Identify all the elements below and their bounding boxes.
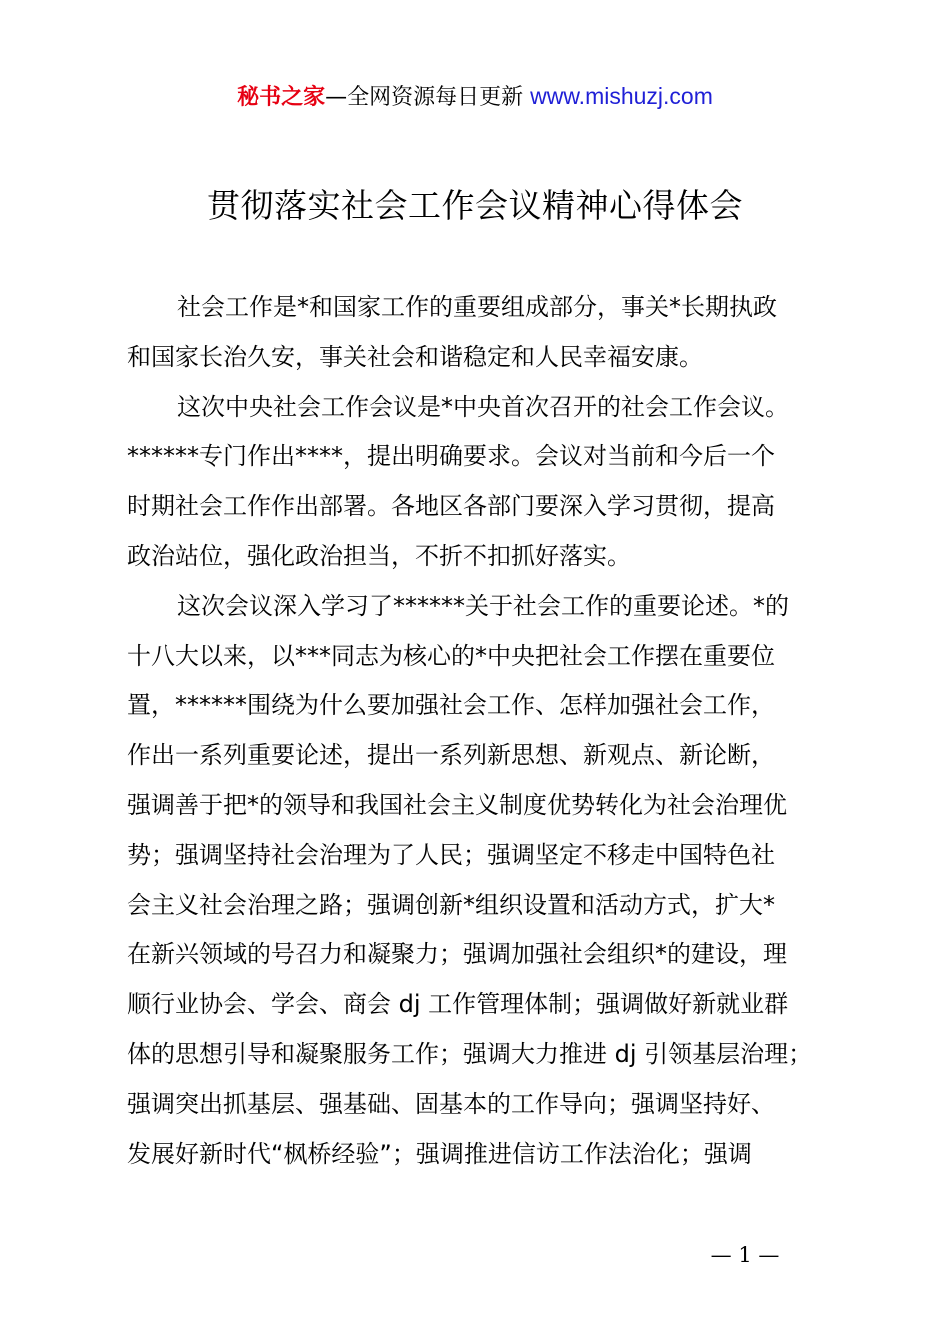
site-brand: 秘书之家	[237, 85, 326, 110]
paragraph-2-line-3: 时期社会工作作出部署。各地区各部门要深入学习贯彻，提高	[127, 492, 775, 521]
document-title: 贯彻落实社会工作会议精神心得体会	[207, 186, 743, 225]
paragraph-1-line-2: 和国家长治久安，事关社会和谐稳定和人民幸福安康。	[127, 342, 703, 371]
paragraph-1-line-1: 社会工作是*和国家工作的重要组成部分，事关*长期执政	[177, 293, 777, 321]
paragraph-3-line-3: 置，******围绕为什么要加强社会工作、怎样加强社会工作，	[127, 691, 775, 720]
paragraph-3-line-8: 在新兴领域的号召力和凝聚力；强调加强社会组织*的建设，理	[127, 940, 787, 969]
site-tagline: —全网资源每日更新	[325, 85, 531, 110]
paragraph-2-line-4: 政治站位，强化政治担当，不折不扣抓好落实。	[127, 541, 631, 570]
paragraph-3-line-1: 这次会议深入学习了******关于社会工作的重要论述。*的	[177, 591, 789, 620]
paragraph-3-line-10: 体的思想引导和凝聚服务工作；强调大力推进 dj 引领基层治理；	[127, 1039, 813, 1068]
paragraph-3-line-5: 强调善于把*的领导和我国社会主义制度优势转化为社会治理优	[127, 790, 787, 819]
site-header	[0, 80, 950, 114]
page-number: — 1 —	[710, 1243, 780, 1267]
site-url-link[interactable]: www.mishuzj.com	[530, 83, 713, 109]
paragraph-3-line-6: 势；强调坚持社会治理为了人民；强调坚定不移走中国特色社	[127, 840, 775, 869]
paragraph-2-line-2: ******专门作出****，提出明确要求。会议对当前和今后一个	[127, 442, 775, 471]
paragraph-3-line-2: 十八大以来，以***同志为核心的*中央把社会工作摆在重要位	[127, 641, 775, 670]
paragraph-3-line-12: 发展好新时代“枫桥经验”；强调推进信访工作法治化；强调	[127, 1139, 752, 1168]
paragraph-3-line-11: 强调突出抓基层、强基础、固基本的工作导向；强调坚持好、	[127, 1089, 775, 1118]
document-body	[127, 283, 847, 1179]
paragraph-3-line-9: 顺行业协会、学会、商会 dj 工作管理体制；强调做好新就业群	[127, 990, 789, 1019]
paragraph-3-line-7: 会主义社会治理之路；强调创新*组织设置和活动方式，扩大*	[127, 890, 775, 919]
paragraph-2-line-1: 这次中央社会工作会议是*中央首次召开的社会工作会议。	[177, 392, 789, 421]
paragraph-3-line-4: 作出一系列重要论述，提出一系列新思想、新观点、新论断，	[127, 741, 775, 770]
